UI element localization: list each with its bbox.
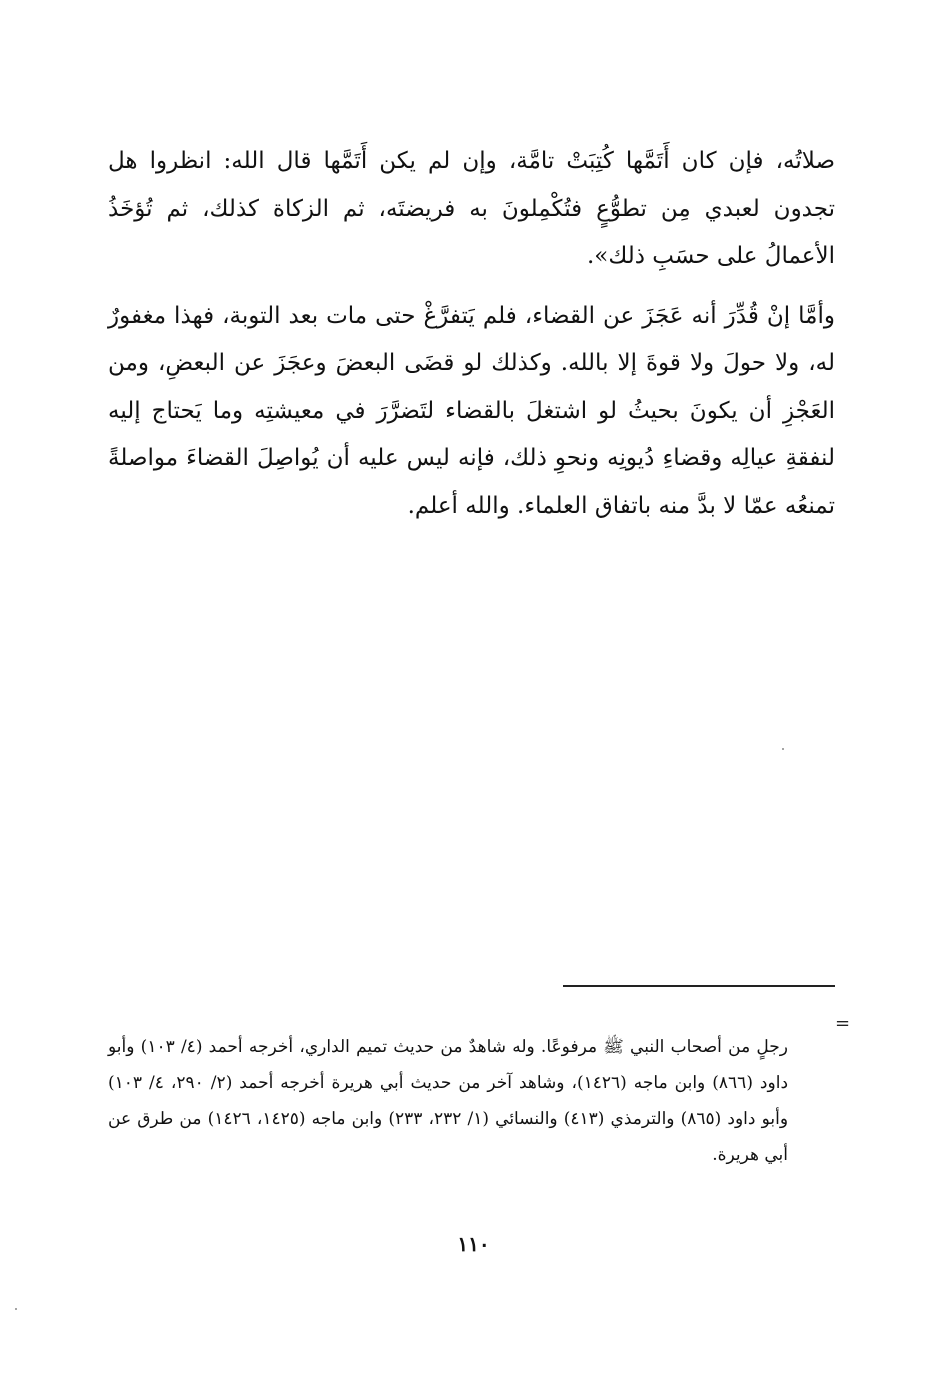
footnote-continuation-marker: =	[835, 1013, 851, 1034]
paragraph-2: وأمَّا إنْ قُدِّرَ أنه عَجَزَ عن القضاء، فلم يَتفرَّغْ حتى مات بعد التوبة، فهذا مغفورٌ له، ولا حولَ ولا قوةَ إلا بالله. وكذلك لو قضَى البعضَ وعجَزَ عن البعضِ، ومن العَجْزِ أن يكونَ بحيثُ لو اشتغلَ بالقضاء لتَضرَّرَ في معيشتِه وما يَحتاج إليه لنفقةِ عيالِه وقضاءِ دُيونِه ونحوِ ذلك، فإنه ليس عليه أن يُواصِلَ القضاءَ مواصلةً تمنعُه عمّا لا بدَّ منه باتفاق العلماء. والله أعلم.	[108, 302, 835, 519]
footnote-text: رجلٍ من أصحاب النبي ﷺ مرفوعًا. وله شاهدٌ من حديث تميم الداري، أخرجه أحمد (٤/ ١٠٣) وأبو داود (٨٦٦) وابن ماجه (١٤٢٦)، وشاهد آخر من حديث أبي هريرة أخرجه أحمد (٢/ ٢٩٠، ٤/ ١٠٣) وأبو داود (٨٦٥) والترمذي (٤١٣) والنسائي (١/ ٢٣٢، ٢٣٣) وابن ماجه (١٤٢٥، ١٤٢٦) من طرق عن أبي هريرة.	[108, 1037, 789, 1165]
footnote-separator	[563, 985, 835, 987]
scan-speck	[15, 1308, 17, 1310]
main-text	[108, 138, 835, 530]
paragraph-1: صلاتُه، فإن كان أَتَمَّها كُتِبَتْ تامَّة، وإن لم يكن أَتَمَّها قال الله: انظروا هل تجدون لعبدي مِن تطوُّعٍ فتُكْمِلونَ به فريضتَه، ثم الزكاة كذلك، ثم تُؤخَذُ الأعمالُ على حسَبِ ذلك».	[108, 148, 835, 269]
page-number: ١١٠	[457, 1232, 490, 1256]
scan-speck	[782, 748, 784, 750]
